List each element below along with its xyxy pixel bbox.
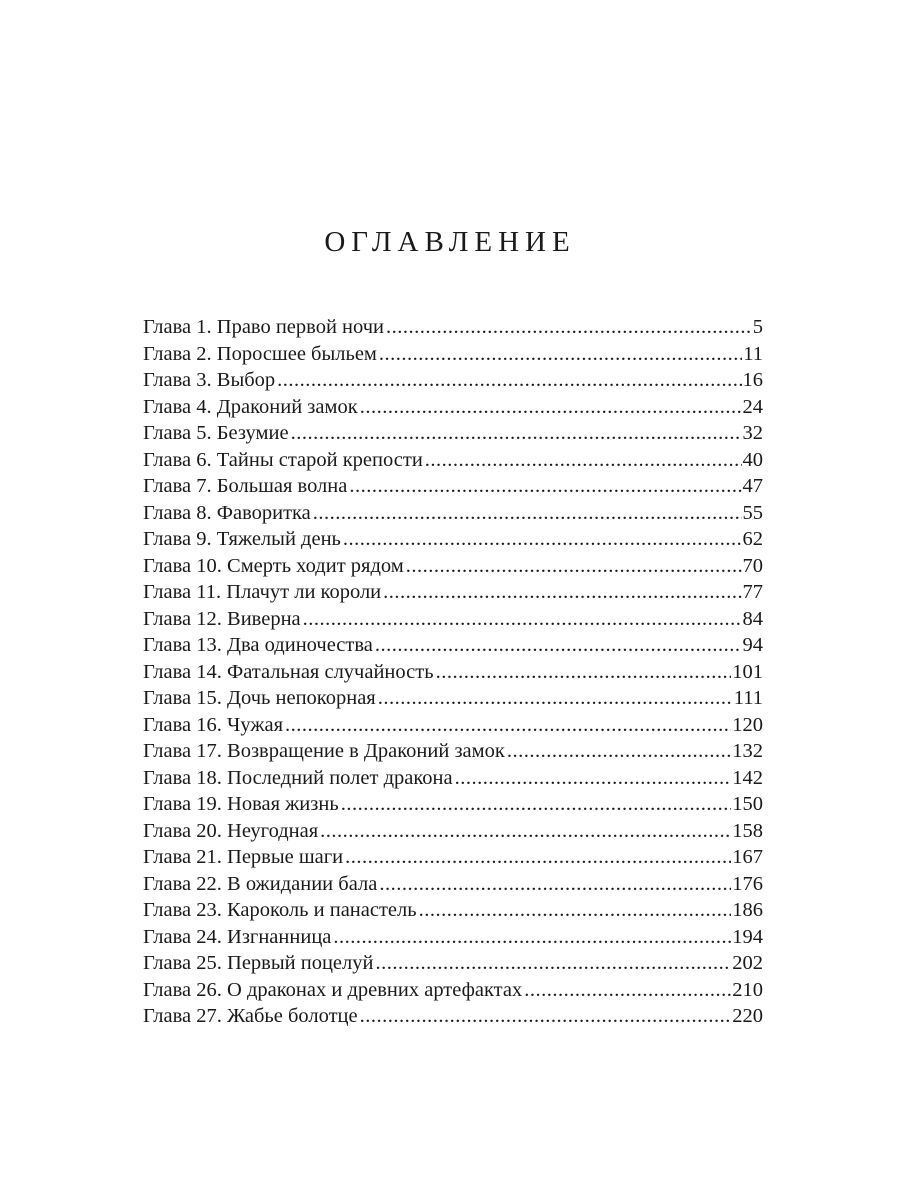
dot-leader	[379, 341, 742, 368]
page-number: 77	[742, 581, 763, 603]
page-number: 16	[742, 369, 763, 391]
dot-leader	[419, 897, 732, 924]
toc-entry	[143, 1003, 763, 1030]
toc-entry	[143, 871, 763, 898]
page-number: 5	[752, 316, 763, 338]
page-number: 24	[742, 395, 763, 418]
toc-entry	[143, 367, 763, 394]
page-number: 220	[732, 1005, 763, 1027]
chapter-title: Глава 4. Драконий замок	[143, 395, 358, 418]
chapter-title: Глава 27. Жабье болотце	[143, 1005, 358, 1027]
dot-leader	[379, 871, 731, 898]
dot-leader	[455, 765, 732, 792]
toc-entry	[143, 791, 763, 818]
toc-entry	[143, 394, 763, 421]
page-number: 62	[742, 528, 763, 550]
dot-leader	[341, 791, 732, 818]
chapter-title: Глава 15. Дочь непокорная	[143, 687, 376, 709]
chapter-title: Глава 8. Фаворитка	[143, 501, 311, 524]
chapter-title: Глава 12. Виверна	[143, 607, 301, 630]
chapter-title: Глава 18. Последний полет дракона	[143, 766, 453, 789]
dot-leader	[303, 606, 742, 633]
chapter-title: Глава 25. Первый поцелуй	[143, 952, 374, 974]
chapter-title: Глава 22. В ожидании бала	[143, 872, 378, 895]
toc-entry	[143, 473, 763, 500]
dot-leader	[378, 685, 733, 712]
page-number: 40	[742, 448, 763, 471]
table-of-contents	[143, 314, 763, 1030]
toc-entry	[143, 738, 763, 765]
dot-leader	[360, 1003, 732, 1030]
toc-entry	[143, 950, 763, 977]
chapter-title: Глава 14. Фатальная случайность	[143, 660, 434, 683]
toc-entry	[143, 341, 763, 368]
chapter-title: Глава 11. Плачут ли короли	[143, 581, 382, 603]
toc-entry	[143, 712, 763, 739]
dot-leader	[343, 526, 742, 553]
chapter-title: Глава 7. Большая волна	[143, 475, 348, 497]
toc-entry	[143, 579, 763, 606]
dot-leader	[375, 950, 731, 977]
dot-leader	[386, 314, 752, 341]
chapter-title: Глава 2. Поросшее быльем	[143, 342, 377, 365]
dot-leader	[375, 632, 742, 659]
dot-leader	[277, 367, 741, 394]
toc-entry	[143, 526, 763, 553]
page-number: 158	[732, 819, 763, 842]
page-number: 55	[742, 501, 763, 524]
page-number: 210	[732, 978, 763, 1001]
toc-entry	[143, 500, 763, 527]
toc-entry	[143, 977, 763, 1004]
page-number: 186	[732, 899, 763, 921]
page-number: 202	[732, 952, 763, 974]
chapter-title: Глава 6. Тайны старой крепости	[143, 448, 423, 471]
page-number: 32	[742, 422, 763, 444]
page-number: 101	[732, 660, 763, 683]
chapter-title: Глава 1. Право первой ночи	[143, 316, 385, 338]
toc-entry	[143, 818, 763, 845]
page-number: 11	[743, 342, 763, 365]
page-number: 94	[742, 634, 763, 656]
dot-leader	[291, 420, 742, 447]
toc-entry	[143, 420, 763, 447]
page-number: 150	[732, 793, 763, 815]
chapter-title: Глава 19. Новая жизнь	[143, 793, 339, 815]
chapter-title: Глава 3. Выбор	[143, 369, 276, 391]
page-number: 167	[732, 846, 763, 868]
toc-entry	[143, 897, 763, 924]
page-number: 70	[742, 554, 763, 577]
chapter-title: Глава 26. О драконах и древних артефактах	[143, 978, 523, 1001]
chapter-title: Глава 17. Возвращение в Драконий замок	[143, 740, 505, 762]
chapter-title: Глава 5. Безумие	[143, 422, 289, 444]
toc-entry	[143, 606, 763, 633]
toc-entry	[143, 765, 763, 792]
page-title: ОГЛАВЛЕНИЕ	[324, 226, 576, 258]
chapter-title: Глава 13. Два одиночества	[143, 634, 373, 656]
dot-leader	[285, 712, 731, 739]
page-number: 194	[732, 925, 763, 948]
toc-entry	[143, 314, 763, 341]
dot-leader	[524, 977, 731, 1004]
dot-leader	[333, 924, 731, 951]
chapter-title: Глава 10. Смерть ходит рядом	[143, 554, 404, 577]
dot-leader	[406, 553, 742, 580]
page-number: 120	[732, 713, 763, 736]
chapter-title: Глава 20. Неугодная	[143, 819, 319, 842]
dot-leader	[425, 447, 742, 474]
page-number: 176	[732, 872, 763, 895]
page-number: 84	[742, 607, 763, 630]
page-number: 111	[733, 687, 763, 709]
dot-leader	[360, 394, 742, 421]
toc-entry	[143, 632, 763, 659]
dot-leader	[383, 579, 741, 606]
chapter-title: Глава 9. Тяжелый день	[143, 528, 341, 550]
chapter-title: Глава 21. Первые шаги	[143, 846, 344, 868]
toc-entry	[143, 659, 763, 686]
dot-leader	[320, 818, 731, 845]
toc-entry	[143, 447, 763, 474]
toc-entry	[143, 685, 763, 712]
chapter-title: Глава 23. Кароколь и панастель	[143, 899, 417, 921]
chapter-title: Глава 16. Чужая	[143, 713, 284, 736]
toc-entry	[143, 844, 763, 871]
dot-leader	[507, 738, 731, 765]
chapter-title: Глава 24. Изгнанница	[143, 925, 332, 948]
page-number: 142	[732, 766, 763, 789]
dot-leader	[313, 500, 742, 527]
toc-entry	[143, 553, 763, 580]
dot-leader	[349, 473, 741, 500]
toc-entry	[143, 924, 763, 951]
dot-leader	[345, 844, 731, 871]
page-number: 47	[742, 475, 763, 497]
dot-leader	[436, 659, 732, 686]
page-number: 132	[732, 740, 763, 762]
